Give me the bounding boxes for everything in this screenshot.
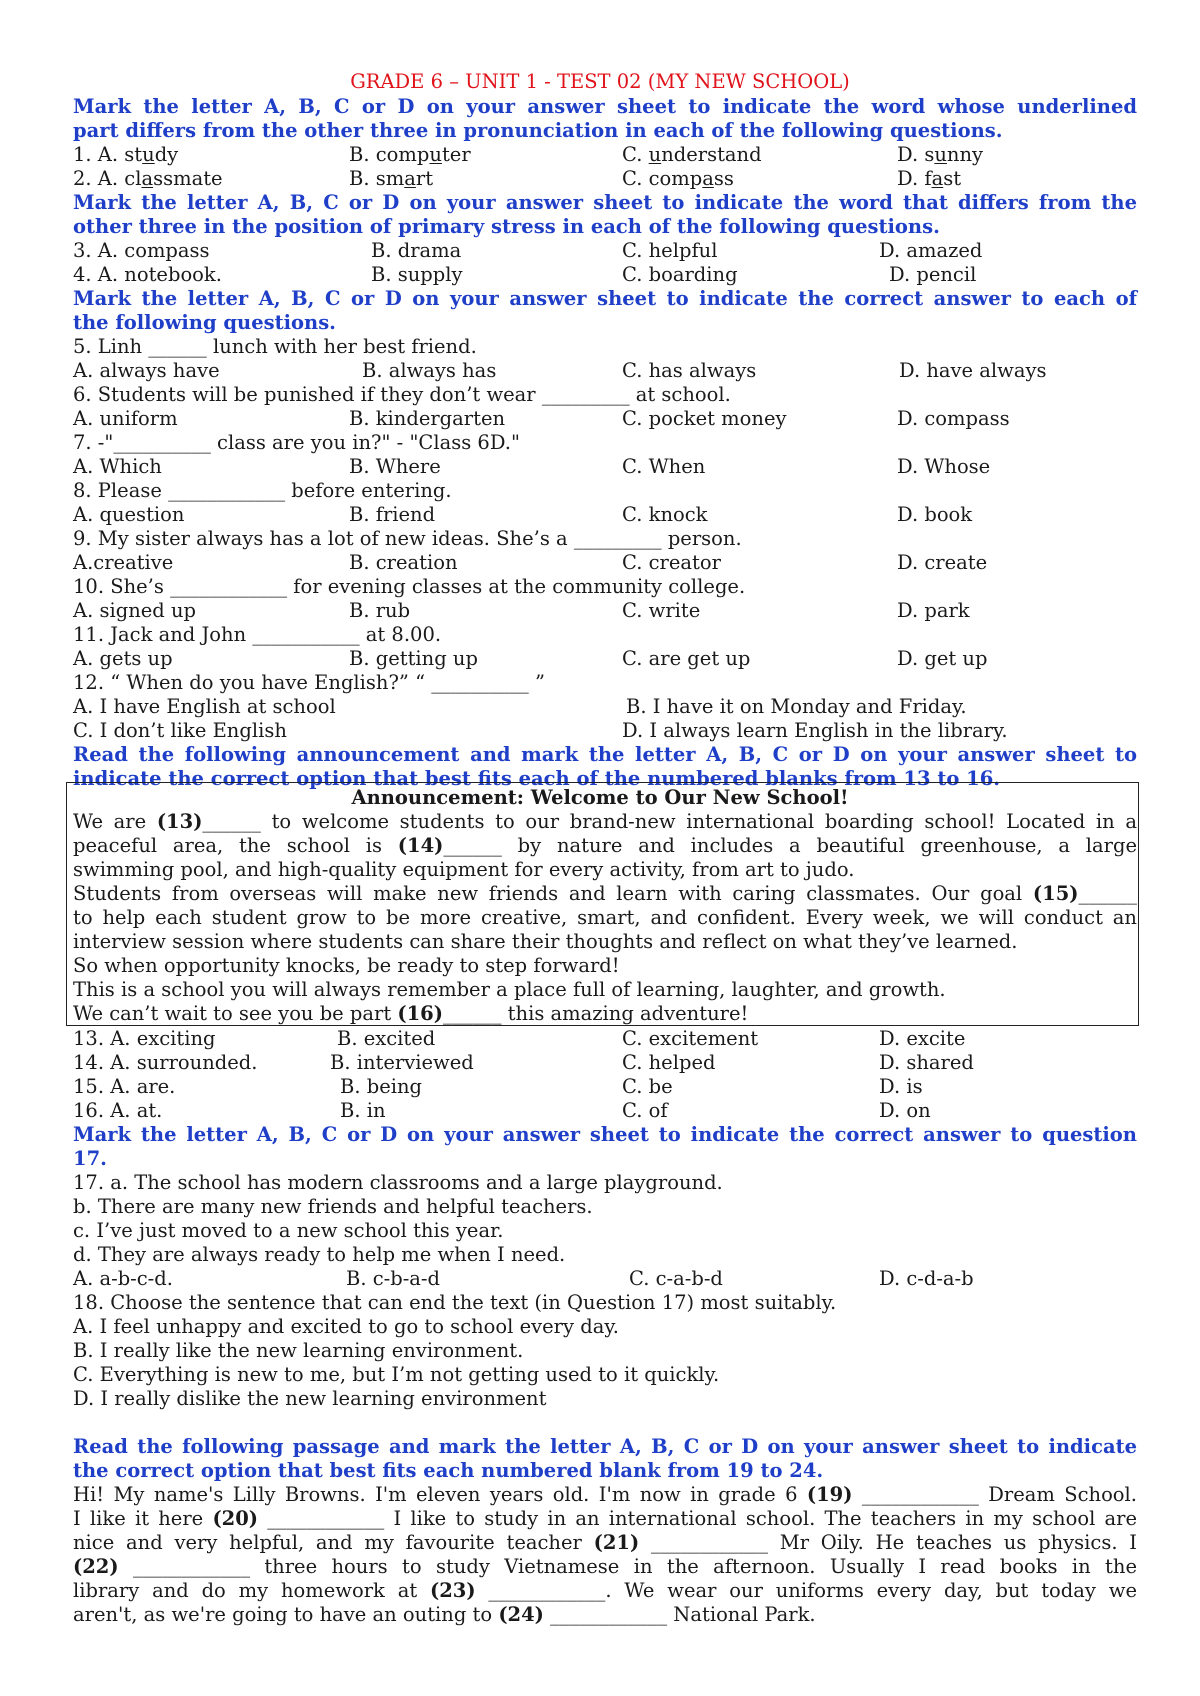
announcement-line: We can’t wait to see you be part (16)______ this amazing adventure! xyxy=(73,1002,749,1025)
question-7-options: A. Which B. Where C. When D. Whose xyxy=(73,455,991,478)
instruction-ordering-line2: 17. xyxy=(73,1147,107,1170)
instruction-stress-line2: other three in the position of primary stress in each of the following questions. xyxy=(73,215,940,238)
question-14: 14. A. surrounded. B. interviewed C. helped D. shared xyxy=(73,1051,974,1074)
announcement-line: interview session where students can share their thoughts and reflect on what they’ve learned. xyxy=(73,930,1018,953)
question-15: 15. A. are. B. being C. be D. is xyxy=(73,1075,923,1098)
question-17-line: c. I’ve just moved to a new school this year. xyxy=(73,1219,504,1242)
question-12-stem: 12. “ When do you have English?” “ __________ ” xyxy=(73,671,545,694)
question-10-options: A. signed up B. rub C. write D. park xyxy=(73,599,970,622)
question-8-options: A. question B. friend C. knock D. book xyxy=(73,503,973,526)
announcement-line: swimming pool, and high-quality equipment for every activity, from art to judo. xyxy=(73,858,855,881)
question-9-options: A.creative B. creation C. creator D. create xyxy=(73,551,988,574)
question-9-stem: 9. My sister always has a lot of new ideas. She’s a _________ person. xyxy=(73,527,742,550)
question-3: 3. A. compass B. drama C. helpful D. amazed xyxy=(73,239,983,262)
instruction-passage-line1: Read the following passage and mark the letter A, B, C or D on your answer sheet to indicate xyxy=(73,1435,1137,1458)
question-17-options: A. a-b-c-d. B. c-b-a-d C. c-a-b-d D. c-d-a-b xyxy=(73,1267,974,1290)
instruction-correct-answer-line2: the following questions. xyxy=(73,311,336,334)
instruction-ordering-line1: Mark the letter A, B, C or D on your answer sheet to indicate the correct answer to question xyxy=(73,1123,1137,1146)
question-18-option: C. Everything is new to me, but I’m not getting used to it quickly. xyxy=(73,1363,720,1386)
announcement-line: We are (13)______ to welcome students to our brand-new international boarding school! Located in a xyxy=(73,810,1137,833)
question-5-options: A. always have B. always has C. has always D. have always xyxy=(73,359,1047,382)
question-2: 2. A. classmate B. smart C. compass D. fast xyxy=(73,167,962,190)
question-11-options: A. gets up B. getting up C. are get up D. get up xyxy=(73,647,988,670)
question-6-options: A. uniform B. kindergarten C. pocket money D. compass xyxy=(73,407,1010,430)
question-8-stem: 8. Please ____________ before entering. xyxy=(73,479,452,502)
announcement-line: peaceful area, the school is (14)______ by nature and includes a beautiful greenhouse, a large xyxy=(73,834,1137,857)
question-16: 16. A. at. B. in C. of D. on xyxy=(73,1099,931,1122)
question-7-stem: 7. -"__________ class are you in?" - "Class 6D." xyxy=(73,431,520,454)
question-11-stem: 11. Jack and John ___________ at 8.00. xyxy=(73,623,442,646)
page-title: GRADE 6 – UNIT 1 - TEST 02 (MY NEW SCHOOL) xyxy=(350,70,850,93)
announcement-line: So when opportunity knocks, be ready to step forward! xyxy=(73,954,620,977)
instruction-announcement-line1: Read the following announcement and mark the letter A, B, C or D on your answer sheet to xyxy=(73,743,1137,766)
announcement-line: Students from overseas will make new friends and learn with caring classmates. Our goal (15)______ xyxy=(73,882,1137,905)
instruction-pronunciation-line2: part differs from the other three in pronunciation in each of the following questions. xyxy=(73,119,1003,142)
announcement-line: to help each student grow to be more creative, smart, and confident. Every week, we will conduct an xyxy=(73,906,1137,929)
question-6-stem: 6. Students will be punished if they don’t wear _________ at school. xyxy=(73,383,731,406)
announcement-title: Announcement: Welcome to Our New School! xyxy=(351,786,849,809)
question-10-stem: 10. She’s ____________ for evening classes at the community college. xyxy=(73,575,746,598)
question-4: 4. A. notebook. B. supply C. boarding D. pencil xyxy=(73,263,977,286)
question-18-option: B. I really like the new learning environment. xyxy=(73,1339,524,1362)
question-18-option: A. I feel unhappy and excited to go to school every day. xyxy=(73,1315,619,1338)
question-5-stem: 5. Linh ______ lunch with her best friend. xyxy=(73,335,477,358)
instruction-announcement-line2: indicate the correct option that best fits each of the numbered blanks from 13 to 16. xyxy=(73,767,1001,790)
question-12-options-cd: C. I don’t like English D. I always learn English in the library. xyxy=(73,719,1008,742)
announcement-line: This is a school you will always remember a place full of learning, laughter, and growth. xyxy=(73,978,946,1001)
passage-line: Hi! My name's Lilly Browns. I'm eleven years old. I'm now in grade 6 (19) ____________ Dream School. xyxy=(73,1483,1137,1506)
question-17-line: d. They are always ready to help me when I need. xyxy=(73,1243,566,1266)
instruction-pronunciation-line1: Mark the letter A, B, C or D on your answer sheet to indicate the word whose underlined xyxy=(73,95,1137,118)
question-1: 1. A. study B. computer C. understand D. sunny xyxy=(73,143,984,166)
instruction-correct-answer-line1: Mark the letter A, B, C or D on your answer sheet to indicate the correct answer to each of xyxy=(73,287,1137,310)
question-13: 13. A. exciting B. excited C. excitement D. excite xyxy=(73,1027,966,1050)
question-18-stem: 18. Choose the sentence that can end the text (in Question 17) most suitably. xyxy=(73,1291,837,1314)
instruction-stress-line1: Mark the letter A, B, C or D on your answer sheet to indicate the word that differs from the xyxy=(73,191,1137,214)
question-18-option: D. I really dislike the new learning environment xyxy=(73,1387,547,1410)
instruction-passage-line2: the correct option that best fits each numbered blank from 19 to 24. xyxy=(73,1459,824,1482)
passage-line: aren't, as we're going to have an outing to (24) ____________ National Park. xyxy=(73,1603,816,1626)
question-12-options-ab: A. I have English at school B. I have it on Monday and Friday. xyxy=(73,695,967,718)
passage-line: (22) ____________ three hours to study Vietnamese in the afternoon. Usually I read books in the xyxy=(73,1555,1137,1578)
question-17-line: 17. a. The school has modern classrooms and a large playground. xyxy=(73,1171,723,1194)
passage-line: library and do my homework at (23) ____________. We wear our uniforms every day, but today we xyxy=(73,1579,1137,1602)
question-17-line: b. There are many new friends and helpful teachers. xyxy=(73,1195,593,1218)
passage-line: I like it here (20) ____________ I like to study in an international school. The teachers in my school are xyxy=(73,1507,1138,1530)
passage-line: nice and very helpful, and my favourite teacher (21) ____________ Mr Oily. He teaches us physics. I xyxy=(73,1531,1137,1554)
